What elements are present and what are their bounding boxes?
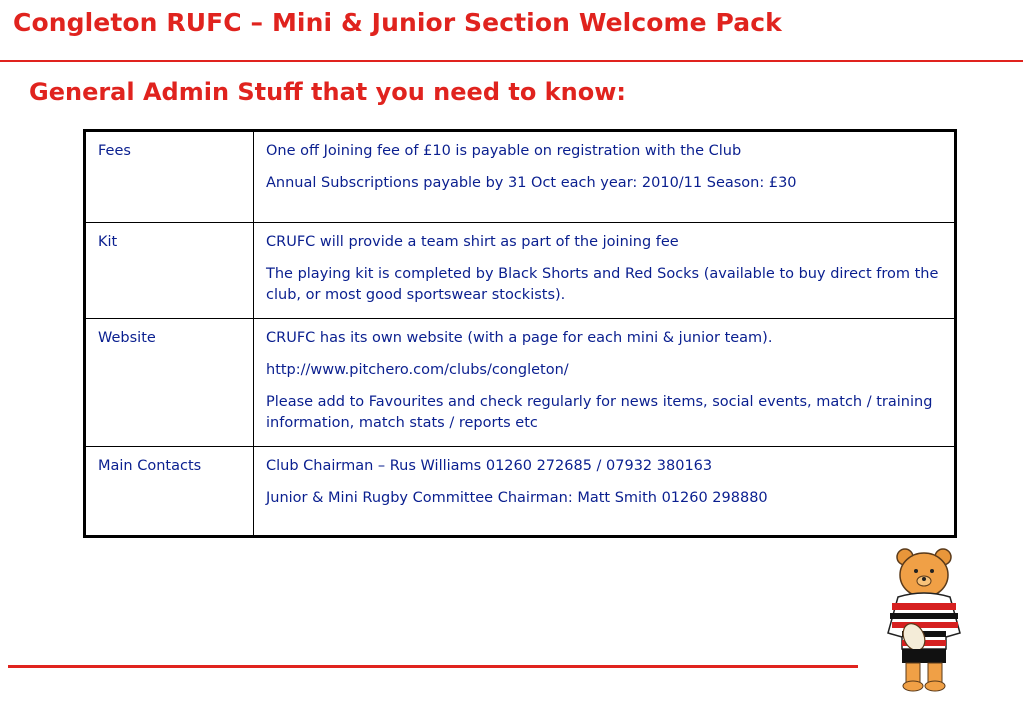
row-label-kit: Kit xyxy=(85,223,254,319)
contact-club-chairman-text: Club Chairman – Rus Williams 01260 272685 / 07932 380163 xyxy=(266,458,713,474)
header-divider xyxy=(0,60,1023,62)
row-label-main-contacts: Main Contacts xyxy=(85,447,254,537)
table-row-fees xyxy=(85,131,956,223)
table-row-main-contacts xyxy=(85,447,956,537)
contact-junior-chairman-text: Junior & Mini Rugby Committee Chairman: Matt Smith 01260 298880 xyxy=(266,490,768,506)
kit-playing-kit-text: The playing kit is completed by Black Shorts and Red Socks (available to buy direct from the club, or most good sportswear stockists). xyxy=(266,266,939,303)
table-row-website xyxy=(85,319,956,447)
row-label-website: Website xyxy=(85,319,254,447)
row-content-main-contacts xyxy=(254,447,956,537)
row-label-fees: Fees xyxy=(85,131,254,223)
section-subtitle: General Admin Stuff that you need to know: xyxy=(29,78,626,106)
website-url-link[interactable]: http://www.pitchero.com/clubs/congleton/ xyxy=(266,362,569,378)
footer-divider xyxy=(8,665,858,668)
website-intro-text: CRUFC has its own website (with a page for each mini & junior team). xyxy=(266,330,773,346)
website-favourites-text: Please add to Favourites and check regularly for news items, social events, match / training information, match stats / reports etc xyxy=(266,394,933,431)
row-content-website xyxy=(254,319,956,447)
admin-info-table xyxy=(83,129,957,538)
table-row-kit xyxy=(85,223,956,319)
fees-joining-fee-text: One off Joining fee of £10 is payable on registration with the Club xyxy=(266,143,742,159)
fees-annual-subscription-text: Annual Subscriptions payable by 31 Oct each year: 2010/11 Season: £30 xyxy=(266,175,797,191)
kit-shirt-text: CRUFC will provide a team shirt as part of the joining fee xyxy=(266,234,679,250)
bear-mascot-icon xyxy=(862,545,982,695)
page-title: Congleton RUFC – Mini & Junior Section Welcome Pack xyxy=(13,8,782,37)
row-content-kit xyxy=(254,223,956,319)
row-content-fees xyxy=(254,131,956,223)
